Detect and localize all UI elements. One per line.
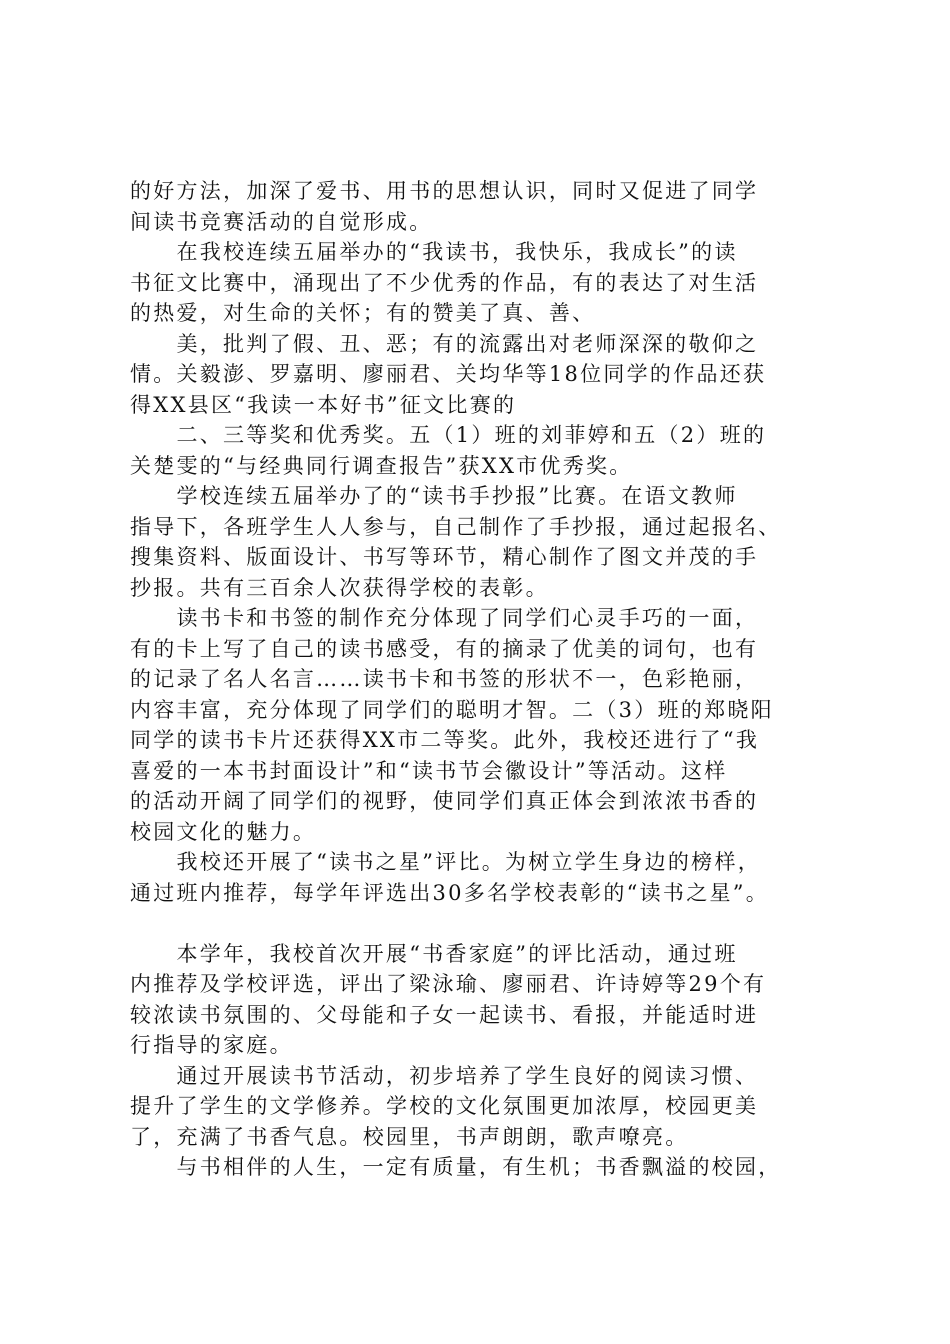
- text-line: 与书相伴的人生，一定有质量，有生机；书香飘溢的校园，: [176, 1155, 782, 1179]
- text-line: 书征文比赛中，涌现出了不少优秀的作品，有的表达了对生活: [130, 270, 759, 295]
- text-line: 的热爱，对生命的关怀；有的赞美了真、善、: [130, 301, 596, 325]
- text-line: 有的卡上写了自己的读书感受，有的摘录了优美的词句，也有: [130, 636, 759, 661]
- text-line: 指导下，各班学生人人参与，自己制作了手抄报，通过起报名、: [130, 514, 782, 539]
- text-line: 较浓读书氛围的、父母能和子女一起读书、看报，并能适时进: [130, 1002, 759, 1027]
- text-line: 得XX县区“我读一本好书”征文比赛的: [130, 392, 517, 417]
- text-line: 抄报。共有三百余人次获得学校的表彰。: [130, 575, 549, 600]
- text-line: 的记录了名人名言……读书卡和书签的形状不一，色彩艳丽，: [130, 667, 759, 691]
- document-body: [130, 176, 850, 1183]
- text-line: 喜爱的一本书封面设计”和“读书节会徽设计”等活动。这样: [130, 758, 728, 783]
- blank-line: [130, 908, 850, 939]
- text-line: 内推荐及学校评选，评出了梁泳瑜、廖丽君、许诗婷等29个有: [130, 972, 767, 996]
- text-line: 在我校连续五届举办的“我读书，我快乐，我成长”的读: [176, 240, 738, 264]
- text-line: 校园文化的魅力。: [130, 819, 317, 844]
- text-line: 读书卡和书签的制作充分体现了同学们心灵手巧的一面，: [176, 606, 759, 630]
- text-line: 通过开展读书节活动，初步培养了学生良好的阅读习惯、: [176, 1063, 759, 1088]
- text-line: 搜集资料、版面设计、书写等环节，精心制作了图文并茂的手: [130, 545, 759, 569]
- text-line: 同学的读书卡片还获得XX市二等奖。此外，我校还进行了“我: [130, 728, 760, 752]
- text-line: 了，充满了书香气息。校园里，书声朗朗，歌声嘹亮。: [130, 1124, 689, 1149]
- text-line: 关楚雯的“与经典同行调查报告”获XX市优秀奖。: [130, 453, 633, 478]
- text-line: 美，批判了假、丑、恶；有的流露出对老师深深的敬仰之: [176, 331, 759, 356]
- text-line: 我校还开展了“读书之星”评比。为树立学生身边的榜样，: [176, 850, 761, 874]
- text-line: 二、三等奖和优秀奖。五（1）班的刘菲婷和五（2）班的: [176, 423, 767, 447]
- text-line: 间读书竞赛活动的自觉形成。: [130, 209, 433, 234]
- text-line: 学校连续五届举办了的“读书手抄报”比赛。在语文教师: [176, 484, 738, 508]
- text-line: 情。关毅澎、罗嘉明、廖丽君、关均华等18位同学的作品还获: [130, 362, 767, 386]
- text-line: 提升了学生的文学修养。学校的文化氛围更加浓厚，校园更美: [130, 1094, 759, 1118]
- text-line: 内容丰富，充分体现了同学们的聪明才智。二（3）班的郑晓阳: [130, 697, 774, 722]
- text-line: 行指导的家庭。: [130, 1033, 293, 1057]
- text-line: 的活动开阔了同学们的视野，使同学们真正体会到浓浓书香的: [130, 789, 759, 813]
- text-line: 的好方法，加深了爱书、用书的思想认识，同时又促进了同学: [130, 179, 759, 203]
- text-line: 通过班内推荐，每学年评选出30多名学校表彰的“读书之星”。: [130, 880, 770, 905]
- text-line: 本学年，我校首次开展“书香家庭”的评比活动，通过班: [176, 941, 738, 966]
